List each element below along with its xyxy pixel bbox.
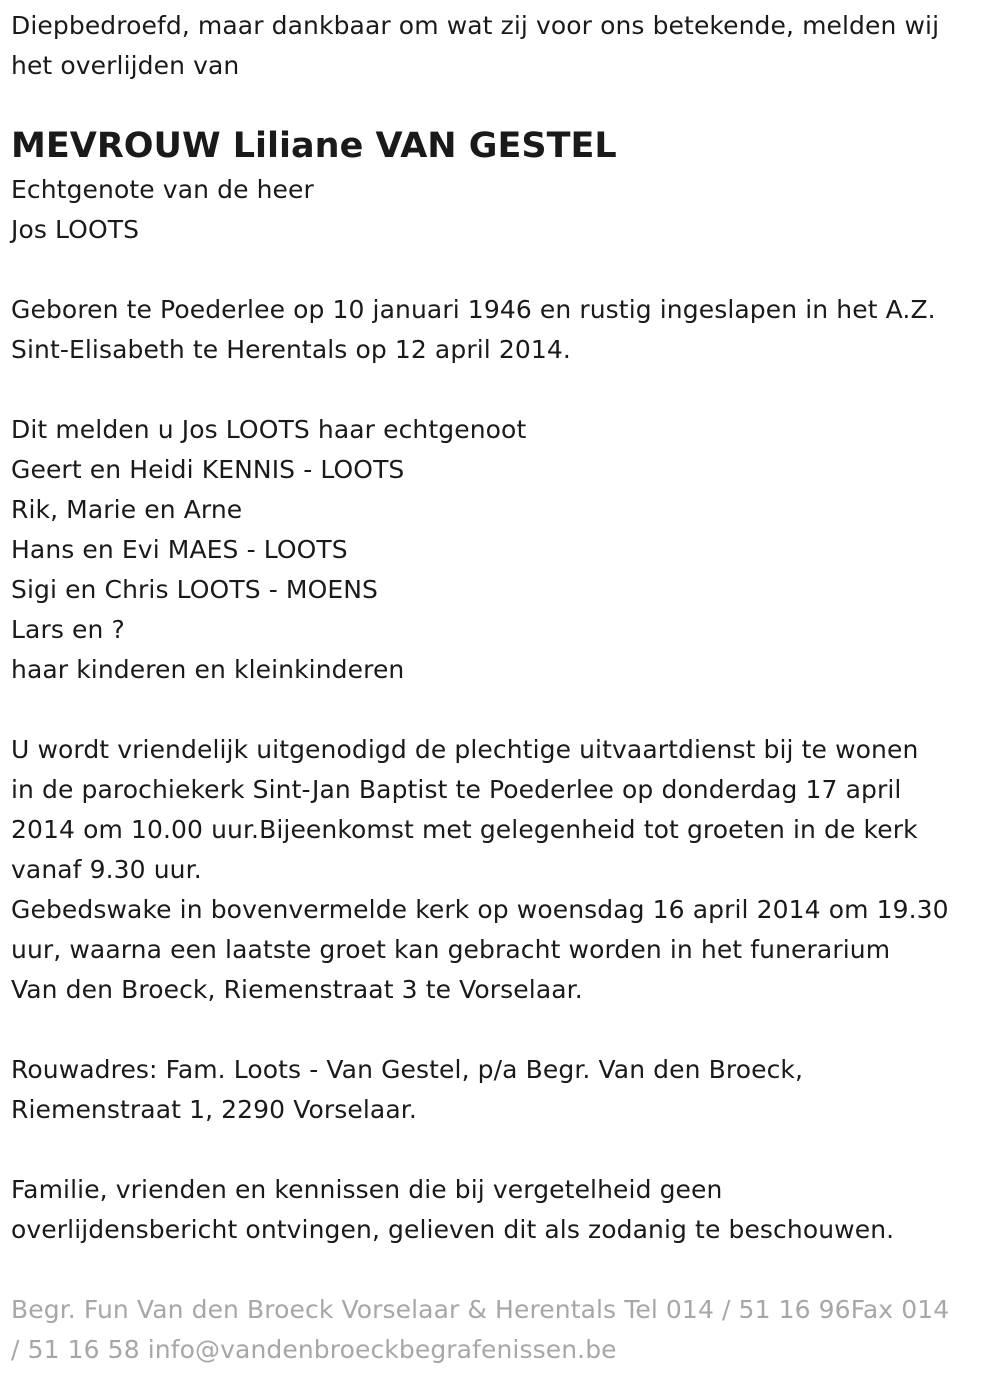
spacer — [11, 370, 990, 410]
notice-text — [11, 1170, 990, 1250]
address-line: Rouwadres: Fam. Loots - Van Gestel, p/a Begr. Van den Broeck, — [11, 1055, 804, 1084]
footer-line: / 51 16 58 info@vandenbroeckbegrafenissen.be — [11, 1335, 617, 1364]
intro-line: het overlijden van — [11, 51, 240, 80]
family-line: Lars en ? — [11, 615, 125, 644]
spacer — [11, 1010, 990, 1050]
family-line: Dit melden u Jos LOOTS haar echtgenoot — [11, 415, 527, 444]
spacer — [11, 1250, 990, 1290]
family-line: Geert en Heidi KENNIS - LOOTS — [11, 455, 405, 484]
funeral-line: U wordt vriendelijk uitgenodigd de plechtige uitvaartdienst bij te wonen — [11, 735, 919, 764]
intro-text — [11, 6, 990, 86]
funeral-info — [11, 730, 990, 1010]
funeral-line: 2014 om 10.00 uur.Bijeenkomst met gelegenheid tot groeten in de kerk — [11, 815, 918, 844]
funeral-line: vanaf 9.30 uur. — [11, 855, 202, 884]
address-line: Riemenstraat 1, 2290 Vorselaar. — [11, 1095, 417, 1124]
spouse-line: Jos LOOTS — [11, 215, 140, 244]
funeral-line: uur, waarna een laatste groet kan gebracht worden in het funerarium — [11, 935, 891, 964]
spacer — [11, 250, 990, 290]
mourning-address — [11, 1050, 990, 1130]
notice-line: Familie, vrienden en kennissen die bij vergetelheid geen — [11, 1175, 723, 1204]
family-list — [11, 410, 990, 690]
family-line: haar kinderen en kleinkinderen — [11, 655, 405, 684]
footer-line: Begr. Fun Van den Broeck Vorselaar & Herentals Tel 014 / 51 16 96Fax 014 — [11, 1295, 950, 1324]
funeral-line: Gebedswake in bovenvermelde kerk op woensdag 16 april 2014 om 19.30 — [11, 895, 949, 924]
intro-line: Diepbedroefd, maar dankbaar om wat zij voor ons betekende, melden wij — [11, 11, 940, 40]
funeral-line: in de parochiekerk Sint-Jan Baptist te Poederlee op donderdag 17 april — [11, 775, 902, 804]
spouse-text — [11, 170, 990, 250]
family-line: Sigi en Chris LOOTS - MOENS — [11, 575, 379, 604]
funeral-line: Van den Broeck, Riemenstraat 3 te Vorselaar. — [11, 975, 583, 1004]
birth-death-text — [11, 290, 990, 370]
birth-line: Geboren te Poederlee op 10 januari 1946 en rustig ingeslapen in het A.Z. — [11, 295, 936, 324]
birth-line: Sint-Elisabeth te Herentals op 12 april 2014. — [11, 335, 571, 364]
spacer — [11, 1130, 990, 1170]
spouse-line: Echtgenote van de heer — [11, 175, 314, 204]
family-line: Rik, Marie en Arne — [11, 495, 243, 524]
spacer — [11, 690, 990, 730]
family-line: Hans en Evi MAES - LOOTS — [11, 535, 348, 564]
notice-line: overlijdensbericht ontvingen, gelieven dit als zodanig te beschouwen. — [11, 1215, 895, 1244]
funeral-home-footer — [11, 1290, 990, 1370]
deceased-name: MEVROUW Liliane VAN GESTEL — [11, 126, 617, 166]
